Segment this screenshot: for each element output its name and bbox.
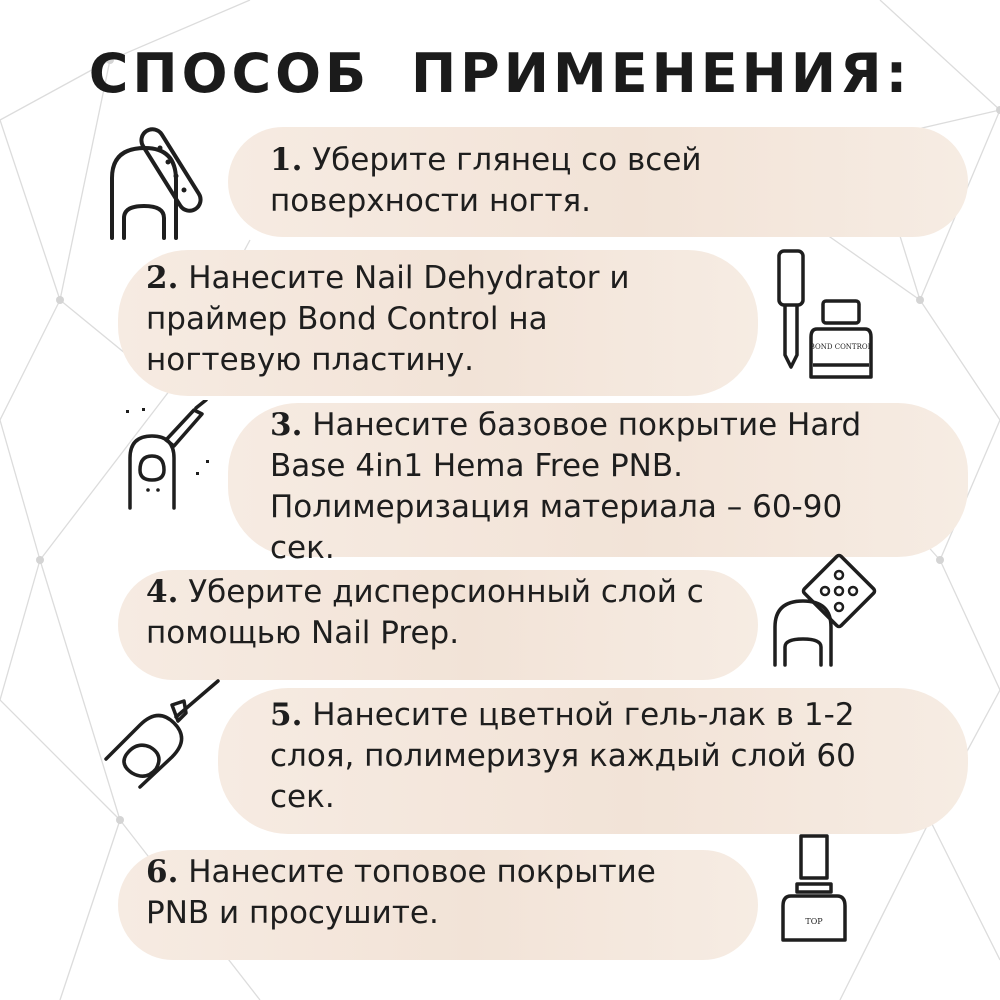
- base-coat-brush-icon: [112, 400, 232, 520]
- step-4-number: 4.: [146, 574, 179, 610]
- step-5-number: 5.: [270, 697, 303, 733]
- step-2-text: Нанесите Nail Dehydrator и праймер Bond Control на ногтевую пластину.: [146, 260, 630, 378]
- top-coat-bottle-icon: [775, 828, 855, 948]
- step-6-number: 6.: [146, 854, 179, 890]
- top-label: TOP: [805, 917, 823, 926]
- step-1-text: Уберите глянец со всей поверхности ногтя.: [270, 142, 702, 219]
- bond-control-bottle-icon: [765, 245, 885, 385]
- step-4: [146, 572, 706, 654]
- step-6-text: Нанесите топовое покрытие PNB и просушите.: [146, 854, 656, 931]
- step-2: [146, 258, 706, 381]
- step-6: [146, 852, 726, 934]
- nail-file-icon: [100, 118, 220, 248]
- gel-polish-brush-icon: [100, 675, 230, 795]
- bond-control-label: BOND CONTROL: [809, 343, 873, 351]
- step-5: [270, 695, 910, 818]
- step-4-text: Уберите дисперсионный слой с помощью Nail Prep.: [146, 574, 704, 651]
- step-3-text: Нанесите базовое покрытие Hard Base 4in1 Hema Free PNB. Полимеризация материала – 60-90 сек.: [270, 407, 862, 566]
- step-5-text: Нанесите цветной гель-лак в 1-2 слоя, полимеризуя каждый слой 60 сек.: [270, 697, 856, 815]
- lint-free-wipe-icon: [765, 545, 885, 675]
- step-1-number: 1.: [270, 142, 303, 178]
- page-title: СПОСОБ ПРИМЕНЕНИЯ:: [88, 42, 912, 105]
- step-3-number: 3.: [270, 407, 303, 443]
- step-1: [270, 140, 830, 222]
- step-2-number: 2.: [146, 260, 179, 296]
